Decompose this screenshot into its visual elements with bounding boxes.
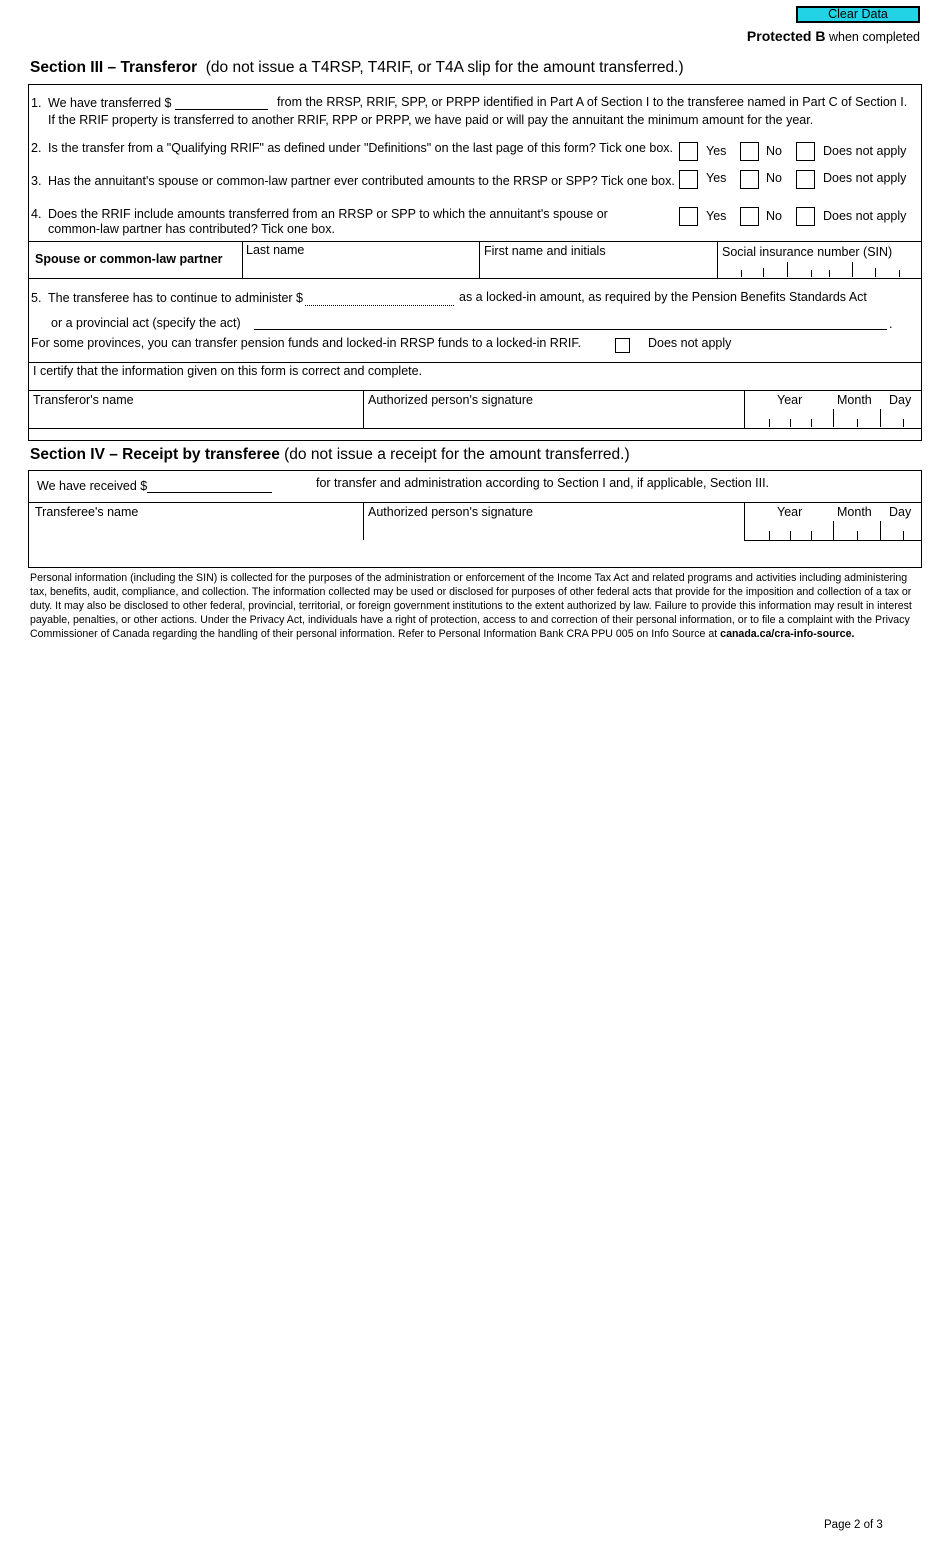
q5-number: 5.	[31, 291, 42, 305]
section4-heading	[30, 446, 630, 464]
section3-title: Section III – Transferor	[30, 59, 198, 76]
received-prefix: We have received $	[37, 479, 148, 493]
month-label: Month	[837, 393, 872, 407]
divider	[28, 278, 922, 279]
transferee-name-label: Transferee's name	[35, 505, 139, 519]
divider	[363, 390, 364, 428]
q4-line1: Does the RRIF include amounts transferred from an RRSP or SPP to which the annuitant's spouse or	[48, 207, 608, 221]
certify-text: I certify that the information given on this form is correct and complete.	[33, 364, 423, 378]
transferee-signature-field[interactable]	[366, 520, 742, 539]
q2-no-label: No	[766, 144, 782, 158]
q4-yes-checkbox[interactable]	[679, 207, 698, 226]
q1-prefix: We have transferred $	[48, 96, 172, 110]
date-tick	[857, 419, 858, 427]
date-tick	[769, 419, 770, 427]
divider	[744, 502, 745, 540]
q3-yes-label: Yes	[706, 171, 727, 185]
q4-number: 4.	[31, 207, 42, 221]
q2-dna-checkbox[interactable]	[796, 142, 815, 161]
transferor-signature-field[interactable]	[366, 408, 742, 427]
divider	[28, 428, 922, 429]
q2-yes-label: Yes	[706, 144, 727, 158]
section3-subtitle: (do not issue a T4RSP, T4RIF, or T4A slip for the amount transferred.)	[205, 59, 684, 76]
date-tick	[790, 419, 791, 427]
protected-b-suffix: when completed	[828, 30, 920, 44]
divider	[28, 241, 922, 242]
q5-suffix: as a locked-in amount, as required by the Pension Benefits Standards Act	[459, 290, 867, 304]
received-suffix: for transfer and administration according to Section I and, if applicable, Section III.	[316, 476, 770, 490]
sin-tick	[811, 270, 812, 277]
q2-yes-checkbox[interactable]	[679, 142, 698, 161]
received-amount-field[interactable]	[147, 479, 272, 493]
protected-b-notice	[747, 28, 920, 44]
last-name-label: Last name	[246, 243, 305, 257]
privacy-link[interactable]: canada.ca/cra-info-source.	[720, 628, 855, 640]
q1-suffix: from the RRSP, RRIF, SPP, or PRPP identified in Part A of Section I to the transferee named in Part C of Section I.	[277, 95, 908, 109]
divider	[28, 502, 922, 503]
sin-tick	[829, 270, 830, 277]
date-tick	[833, 521, 834, 540]
transferor-name-field[interactable]	[30, 408, 360, 427]
divider	[363, 502, 364, 540]
q4-no-label: No	[766, 209, 782, 223]
q4-dna-label: Does not apply	[823, 209, 907, 223]
q1-amount-field[interactable]	[175, 96, 268, 110]
sin-tick	[875, 268, 876, 277]
first-name-label: First name and initials	[484, 244, 606, 258]
day-label: Day	[889, 393, 912, 407]
date-tick	[880, 521, 881, 540]
q3-no-checkbox[interactable]	[740, 170, 759, 189]
q3-yes-checkbox[interactable]	[679, 170, 698, 189]
privacy-notice	[30, 571, 920, 641]
provinces-dna-checkbox[interactable]	[615, 338, 630, 353]
sin-label: Social insurance number (SIN)	[722, 245, 893, 259]
page-number: Page 2 of 3	[824, 1519, 883, 1531]
q1-line2: If the RRIF property is transferred to another RRIF, RPP or PRPP, we have paid or will pay the annuitant the minimum amount for the year.	[48, 113, 814, 127]
divider	[28, 390, 922, 391]
section4-subtitle: (do not issue a receipt for the amount transferred.)	[284, 446, 630, 463]
q2-no-checkbox[interactable]	[740, 142, 759, 161]
divider	[744, 540, 922, 541]
date-tick	[880, 409, 881, 427]
q3-dna-label: Does not apply	[823, 171, 907, 185]
spouse-sin-field[interactable]	[720, 262, 920, 277]
date-tick	[769, 531, 770, 540]
q2-number: 2.	[31, 141, 42, 155]
q3-number: 3.	[31, 174, 42, 188]
auth-sig-label: Authorized person's signature	[368, 393, 533, 407]
q4-no-checkbox[interactable]	[740, 207, 759, 226]
date-tick	[903, 531, 904, 540]
transferee-day-label: Day	[889, 505, 912, 519]
transferee-year-label: Year	[777, 505, 803, 519]
date-tick	[833, 409, 834, 427]
q2-dna-label: Does not apply	[823, 144, 907, 158]
divider	[242, 241, 243, 278]
q5-prefix: The transferee has to continue to administer $	[48, 291, 304, 305]
q3-no-label: No	[766, 171, 782, 185]
divider	[479, 241, 480, 278]
q4-dna-checkbox[interactable]	[796, 207, 815, 226]
q4-line2: common-law partner has contributed? Tick one box.	[48, 222, 335, 236]
spouse-last-name-field[interactable]	[244, 258, 477, 277]
clear-data-button[interactable]: Clear Data	[796, 6, 920, 23]
section4-title: Section IV – Receipt by transferee	[30, 446, 280, 463]
sin-tick	[899, 270, 900, 277]
section3-heading	[30, 59, 684, 77]
divider	[28, 362, 922, 363]
date-tick	[857, 531, 858, 540]
transferee-auth-sig-label: Authorized person's signature	[368, 505, 533, 519]
date-tick	[811, 419, 812, 427]
q5-amount-field[interactable]	[305, 292, 454, 306]
q4-yes-label: Yes	[706, 209, 727, 223]
date-tick	[903, 419, 904, 427]
q5-period: .	[889, 317, 893, 331]
privacy-text: Personal information (including the SIN) is collected for the purposes of the administration or enforcement of the Income Tax Act and related programs and activities including administering tax, benefits, audit, compliance, and collection. The information collected may be used or disclosed for purposes of other federal acts that provide for the imposition and collection of a tax or duty. It may also be disclosed to other federal, provincial, territorial, or foreign government institutions to the extent authorized by law. Failure to provide this information may result in interest payable, penalties, or other actions. Under the Privacy Act, individuals have a right of protection, access to and correction of their personal information, or to file a complaint with the Privacy Commissioner of Canada regarding the handling of their personal information. Refer to Personal Information Bank CRA PPU 005 on Info Source at	[30, 572, 912, 640]
provinces-dna-label: Does not apply	[648, 336, 732, 350]
provincial-act-field[interactable]	[254, 316, 887, 330]
divider	[717, 241, 718, 278]
date-tick	[790, 531, 791, 540]
q3-dna-checkbox[interactable]	[796, 170, 815, 189]
transferee-name-field[interactable]	[30, 520, 360, 539]
protected-b-label: Protected B	[746, 28, 826, 44]
spouse-first-name-field[interactable]	[482, 258, 715, 277]
sin-tick	[763, 268, 764, 277]
provinces-text: For some provinces, you can transfer pension funds and locked-in RRSP funds to a locked-in RRIF.	[31, 336, 582, 350]
divider	[744, 390, 745, 428]
year-label: Year	[777, 393, 803, 407]
sin-tick	[787, 262, 788, 277]
date-tick	[811, 531, 812, 540]
q1-number: 1.	[31, 96, 42, 110]
q5-line2: or a provincial act (specify the act)	[51, 316, 241, 330]
sin-tick	[852, 262, 853, 277]
transferor-name-label: Transferor's name	[33, 393, 134, 407]
spouse-label: Spouse or common-law partner	[35, 252, 223, 266]
q2-text: Is the transfer from a "Qualifying RRIF" as defined under "Definitions" on the last page of this form? Tick one box.	[48, 141, 673, 155]
q3-text: Has the annuitant's spouse or common-law partner ever contributed amounts to the RRSP or SPP? Tick one box.	[48, 174, 675, 188]
sin-tick	[741, 270, 742, 277]
transferee-month-label: Month	[837, 505, 872, 519]
